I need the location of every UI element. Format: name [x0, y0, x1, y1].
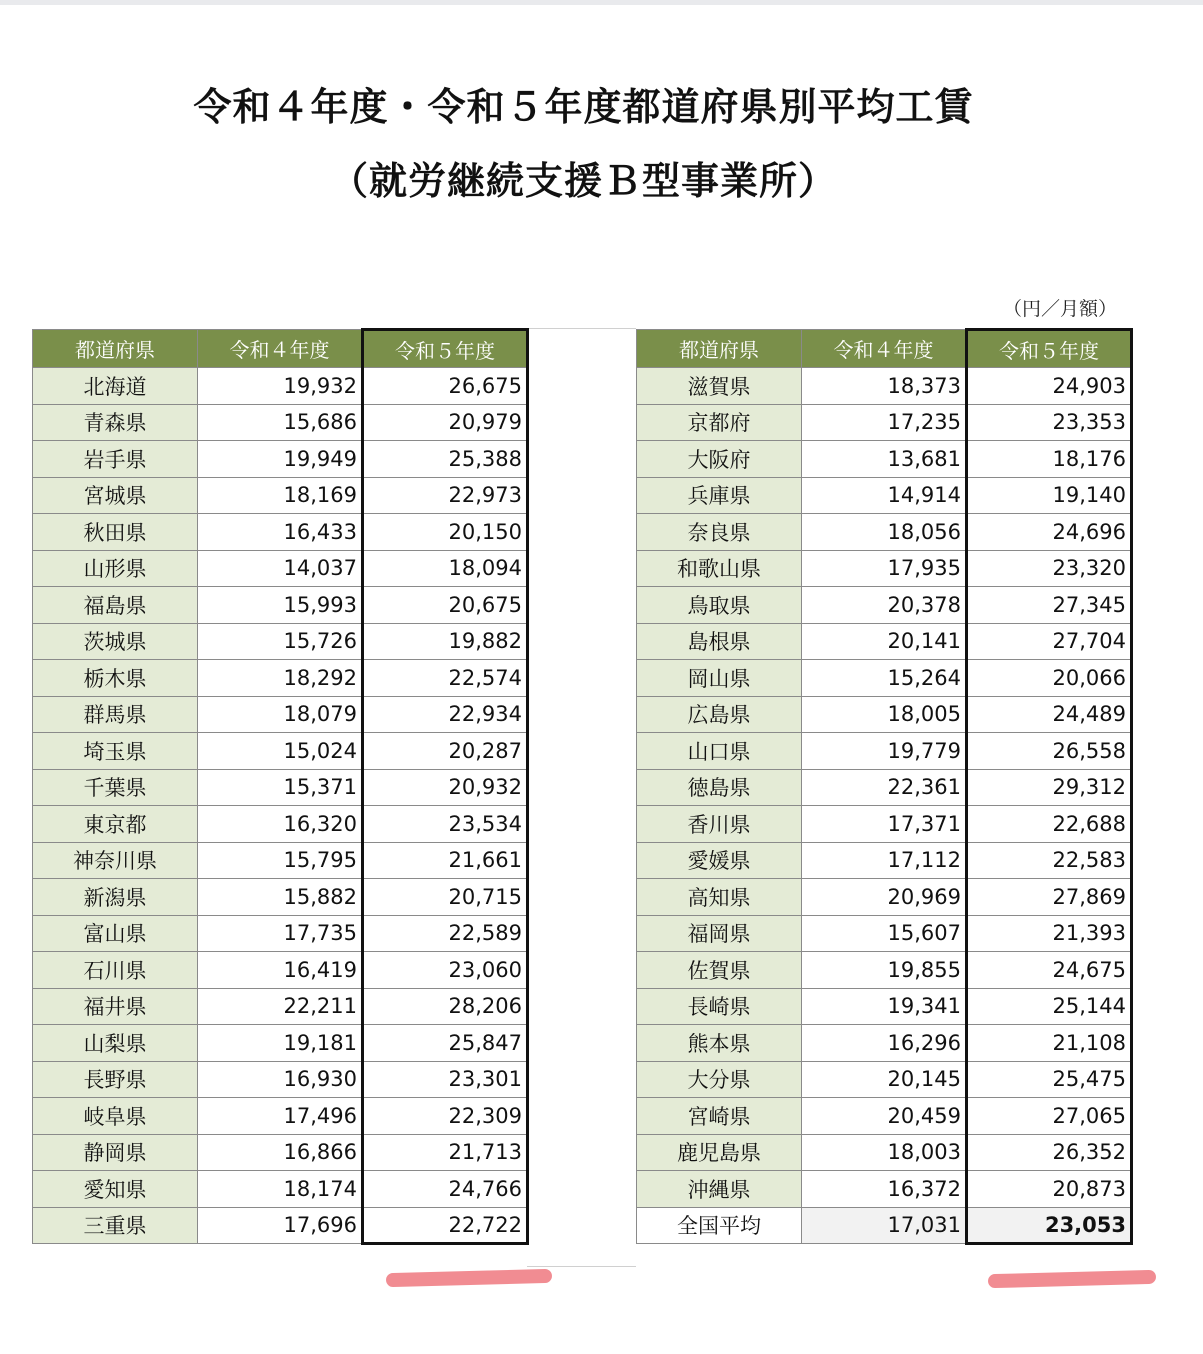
table-row	[637, 368, 1132, 405]
r4-value-cell: 22,361	[802, 769, 967, 806]
r4-value-cell: 16,930	[198, 1061, 363, 1098]
r4-value-cell: 22,211	[198, 988, 363, 1025]
table-row	[637, 1098, 1132, 1135]
r5-value-cell: 22,973	[363, 477, 528, 514]
table-row	[637, 842, 1132, 879]
prefecture-cell: 長野県	[33, 1061, 198, 1098]
national-average-label: 全国平均	[637, 1207, 802, 1244]
table-row	[637, 623, 1132, 660]
r5-value-cell: 27,345	[967, 587, 1132, 624]
table-row	[637, 514, 1132, 551]
header-prefecture: 都道府県	[637, 330, 802, 368]
r5-value-cell: 21,108	[967, 1025, 1132, 1062]
table-row	[33, 477, 528, 514]
r5-value-cell: 24,696	[967, 514, 1132, 551]
r4-value-cell: 15,726	[198, 623, 363, 660]
r4-value-cell: 20,459	[802, 1098, 967, 1135]
r4-value-cell: 17,935	[802, 550, 967, 587]
prefecture-cell: 富山県	[33, 915, 198, 952]
table-row	[637, 1025, 1132, 1062]
highlight-marker-right	[988, 1270, 1156, 1288]
r5-value-cell: 22,574	[363, 660, 528, 697]
prefecture-cell: 山口県	[637, 733, 802, 770]
r4-value-cell: 17,112	[802, 842, 967, 879]
r4-value-cell: 19,779	[802, 733, 967, 770]
prefecture-cell: 愛媛県	[637, 842, 802, 879]
table-row	[33, 1171, 528, 1208]
table-row	[33, 879, 528, 916]
r4-value-cell: 16,433	[198, 514, 363, 551]
table-row	[33, 769, 528, 806]
table-row	[637, 1061, 1132, 1098]
prefecture-cell: 山梨県	[33, 1025, 198, 1062]
table-row	[33, 550, 528, 587]
r5-value-cell: 23,353	[967, 404, 1132, 441]
national-average-r4: 17,031	[802, 1207, 967, 1244]
r5-value-cell: 21,713	[363, 1134, 528, 1171]
prefecture-cell: 香川県	[637, 806, 802, 843]
prefecture-cell: 青森県	[33, 404, 198, 441]
table-row	[637, 733, 1132, 770]
table-row	[33, 1025, 528, 1062]
table-row	[637, 879, 1132, 916]
header-prefecture: 都道府県	[33, 330, 198, 368]
prefecture-cell: 佐賀県	[637, 952, 802, 989]
r5-value-cell: 25,144	[967, 988, 1132, 1025]
table-row	[637, 441, 1132, 478]
table-row	[33, 988, 528, 1025]
prefecture-cell: 神奈川県	[33, 842, 198, 879]
prefecture-cell: 群馬県	[33, 696, 198, 733]
table-row	[33, 368, 528, 405]
prefecture-cell: 宮城県	[33, 477, 198, 514]
r4-value-cell: 18,005	[802, 696, 967, 733]
r5-value-cell: 23,320	[967, 550, 1132, 587]
r4-value-cell: 15,795	[198, 842, 363, 879]
prefecture-cell: 東京都	[33, 806, 198, 843]
r4-value-cell: 15,024	[198, 733, 363, 770]
r4-value-cell: 19,855	[802, 952, 967, 989]
r5-value-cell: 20,715	[363, 879, 528, 916]
table-row	[33, 806, 528, 843]
prefecture-cell: 静岡県	[33, 1134, 198, 1171]
r4-value-cell: 18,056	[802, 514, 967, 551]
prefecture-cell: 宮崎県	[637, 1098, 802, 1135]
r5-value-cell: 25,475	[967, 1061, 1132, 1098]
r4-value-cell: 17,735	[198, 915, 363, 952]
r5-value-cell: 25,388	[363, 441, 528, 478]
r5-value-cell: 18,094	[363, 550, 528, 587]
table-row	[637, 1134, 1132, 1171]
table-row	[33, 660, 528, 697]
prefecture-cell: 広島県	[637, 696, 802, 733]
r5-value-cell: 20,873	[967, 1171, 1132, 1208]
wage-table-left	[32, 328, 529, 1245]
r4-value-cell: 19,341	[802, 988, 967, 1025]
table-row	[33, 404, 528, 441]
r4-value-cell: 18,292	[198, 660, 363, 697]
r5-value-cell: 22,722	[363, 1207, 528, 1244]
table-row	[33, 1207, 528, 1244]
r4-value-cell: 18,169	[198, 477, 363, 514]
r5-value-cell: 24,675	[967, 952, 1132, 989]
r4-value-cell: 19,949	[198, 441, 363, 478]
table-row	[637, 550, 1132, 587]
prefecture-cell: 京都府	[637, 404, 802, 441]
table-row	[33, 915, 528, 952]
prefecture-cell: 福岡県	[637, 915, 802, 952]
table-row	[33, 623, 528, 660]
national-average-row	[637, 1207, 1132, 1244]
table-row	[637, 988, 1132, 1025]
prefecture-cell: 茨城県	[33, 623, 198, 660]
r5-value-cell: 24,903	[967, 368, 1132, 405]
wage-table-left-body	[33, 368, 528, 1244]
r4-value-cell: 18,003	[802, 1134, 967, 1171]
r4-value-cell: 15,882	[198, 879, 363, 916]
r5-value-cell: 20,287	[363, 733, 528, 770]
r5-value-cell: 27,065	[967, 1098, 1132, 1135]
prefecture-cell: 秋田県	[33, 514, 198, 551]
r5-value-cell: 22,583	[967, 842, 1132, 879]
top-bar	[0, 0, 1203, 5]
national-average-r5: 23,053	[967, 1207, 1132, 1244]
table-row	[33, 514, 528, 551]
r5-value-cell: 20,979	[363, 404, 528, 441]
r5-value-cell: 24,766	[363, 1171, 528, 1208]
table-row	[33, 733, 528, 770]
r5-value-cell: 18,176	[967, 441, 1132, 478]
r4-value-cell: 14,914	[802, 477, 967, 514]
table-row	[637, 660, 1132, 697]
table-row	[637, 404, 1132, 441]
r4-value-cell: 19,932	[198, 368, 363, 405]
prefecture-cell: 福島県	[33, 587, 198, 624]
r4-value-cell: 17,696	[198, 1207, 363, 1244]
prefecture-cell: 石川県	[33, 952, 198, 989]
r5-value-cell: 20,675	[363, 587, 528, 624]
r5-value-cell: 26,352	[967, 1134, 1132, 1171]
r5-value-cell: 27,869	[967, 879, 1132, 916]
r4-value-cell: 18,373	[802, 368, 967, 405]
header-r4: 令和４年度	[802, 330, 967, 368]
r5-value-cell: 23,301	[363, 1061, 528, 1098]
table-row	[33, 1061, 528, 1098]
prefecture-cell: 山形県	[33, 550, 198, 587]
r4-value-cell: 14,037	[198, 550, 363, 587]
r5-value-cell: 22,934	[363, 696, 528, 733]
r4-value-cell: 18,079	[198, 696, 363, 733]
page-title: 令和４年度・令和５年度都道府県別平均工賃	[193, 85, 974, 129]
highlight-marker-left	[386, 1269, 552, 1287]
table-row	[33, 441, 528, 478]
r5-value-cell: 19,882	[363, 623, 528, 660]
unit-label: （円／月額）	[1002, 298, 1117, 320]
r5-value-cell: 26,675	[363, 368, 528, 405]
prefecture-cell: 福井県	[33, 988, 198, 1025]
prefecture-cell: 島根県	[637, 623, 802, 660]
r4-value-cell: 13,681	[802, 441, 967, 478]
r4-value-cell: 20,969	[802, 879, 967, 916]
wage-table-right-body	[637, 368, 1132, 1244]
r5-value-cell: 29,312	[967, 769, 1132, 806]
prefecture-cell: 高知県	[637, 879, 802, 916]
r5-value-cell: 20,932	[363, 769, 528, 806]
header-r5: 令和５年度	[363, 330, 528, 368]
r4-value-cell: 20,378	[802, 587, 967, 624]
r5-value-cell: 23,060	[363, 952, 528, 989]
table-row	[33, 952, 528, 989]
table-row	[637, 587, 1132, 624]
r5-value-cell: 20,150	[363, 514, 528, 551]
r4-value-cell: 16,320	[198, 806, 363, 843]
prefecture-cell: 新潟県	[33, 879, 198, 916]
r5-value-cell: 21,393	[967, 915, 1132, 952]
r4-value-cell: 17,371	[802, 806, 967, 843]
r5-value-cell: 24,489	[967, 696, 1132, 733]
table-row	[637, 915, 1132, 952]
prefecture-cell: 栃木県	[33, 660, 198, 697]
r4-value-cell: 15,607	[802, 915, 967, 952]
r4-value-cell: 17,496	[198, 1098, 363, 1135]
prefecture-cell: 岩手県	[33, 441, 198, 478]
r4-value-cell: 16,372	[802, 1171, 967, 1208]
prefecture-cell: 和歌山県	[637, 550, 802, 587]
prefecture-cell: 大阪府	[637, 441, 802, 478]
prefecture-cell: 愛知県	[33, 1171, 198, 1208]
prefecture-cell: 大分県	[637, 1061, 802, 1098]
prefecture-cell: 岡山県	[637, 660, 802, 697]
r4-value-cell: 19,181	[198, 1025, 363, 1062]
prefecture-cell: 北海道	[33, 368, 198, 405]
r5-value-cell: 22,589	[363, 915, 528, 952]
table-row	[637, 769, 1132, 806]
r4-value-cell: 15,371	[198, 769, 363, 806]
r4-value-cell: 16,866	[198, 1134, 363, 1171]
prefecture-cell: 埼玉県	[33, 733, 198, 770]
prefecture-cell: 沖縄県	[637, 1171, 802, 1208]
r4-value-cell: 15,993	[198, 587, 363, 624]
table-row	[33, 696, 528, 733]
r4-value-cell: 18,174	[198, 1171, 363, 1208]
header-r5: 令和５年度	[967, 330, 1132, 368]
r4-value-cell: 20,145	[802, 1061, 967, 1098]
prefecture-cell: 熊本県	[637, 1025, 802, 1062]
table-row	[637, 477, 1132, 514]
table-row	[637, 1171, 1132, 1208]
r4-value-cell: 15,686	[198, 404, 363, 441]
r4-value-cell: 17,235	[802, 404, 967, 441]
r5-value-cell: 28,206	[363, 988, 528, 1025]
r5-value-cell: 26,558	[967, 733, 1132, 770]
prefecture-cell: 長崎県	[637, 988, 802, 1025]
r5-value-cell: 27,704	[967, 623, 1132, 660]
table-row	[637, 806, 1132, 843]
table-row	[637, 952, 1132, 989]
prefecture-cell: 滋賀県	[637, 368, 802, 405]
prefecture-cell: 三重県	[33, 1207, 198, 1244]
header-r4: 令和４年度	[198, 330, 363, 368]
r5-value-cell: 19,140	[967, 477, 1132, 514]
table-row	[33, 1098, 528, 1135]
page-subtitle: （就労継続支援Ｂ型事業所）	[329, 159, 837, 203]
prefecture-cell: 千葉県	[33, 769, 198, 806]
r5-value-cell: 20,066	[967, 660, 1132, 697]
r4-value-cell: 20,141	[802, 623, 967, 660]
prefecture-cell: 兵庫県	[637, 477, 802, 514]
table-row	[33, 587, 528, 624]
r5-value-cell: 22,688	[967, 806, 1132, 843]
r4-value-cell: 16,296	[802, 1025, 967, 1062]
prefecture-cell: 岐阜県	[33, 1098, 198, 1135]
r4-value-cell: 15,264	[802, 660, 967, 697]
prefecture-cell: 徳島県	[637, 769, 802, 806]
table-row	[33, 842, 528, 879]
wage-table-right	[636, 328, 1133, 1245]
r5-value-cell: 23,534	[363, 806, 528, 843]
prefecture-cell: 鹿児島県	[637, 1134, 802, 1171]
r5-value-cell: 21,661	[363, 842, 528, 879]
prefecture-cell: 鳥取県	[637, 587, 802, 624]
r5-value-cell: 25,847	[363, 1025, 528, 1062]
r4-value-cell: 16,419	[198, 952, 363, 989]
table-row	[637, 696, 1132, 733]
prefecture-cell: 奈良県	[637, 514, 802, 551]
table-row	[33, 1134, 528, 1171]
r5-value-cell: 22,309	[363, 1098, 528, 1135]
table-gap	[527, 328, 636, 1267]
